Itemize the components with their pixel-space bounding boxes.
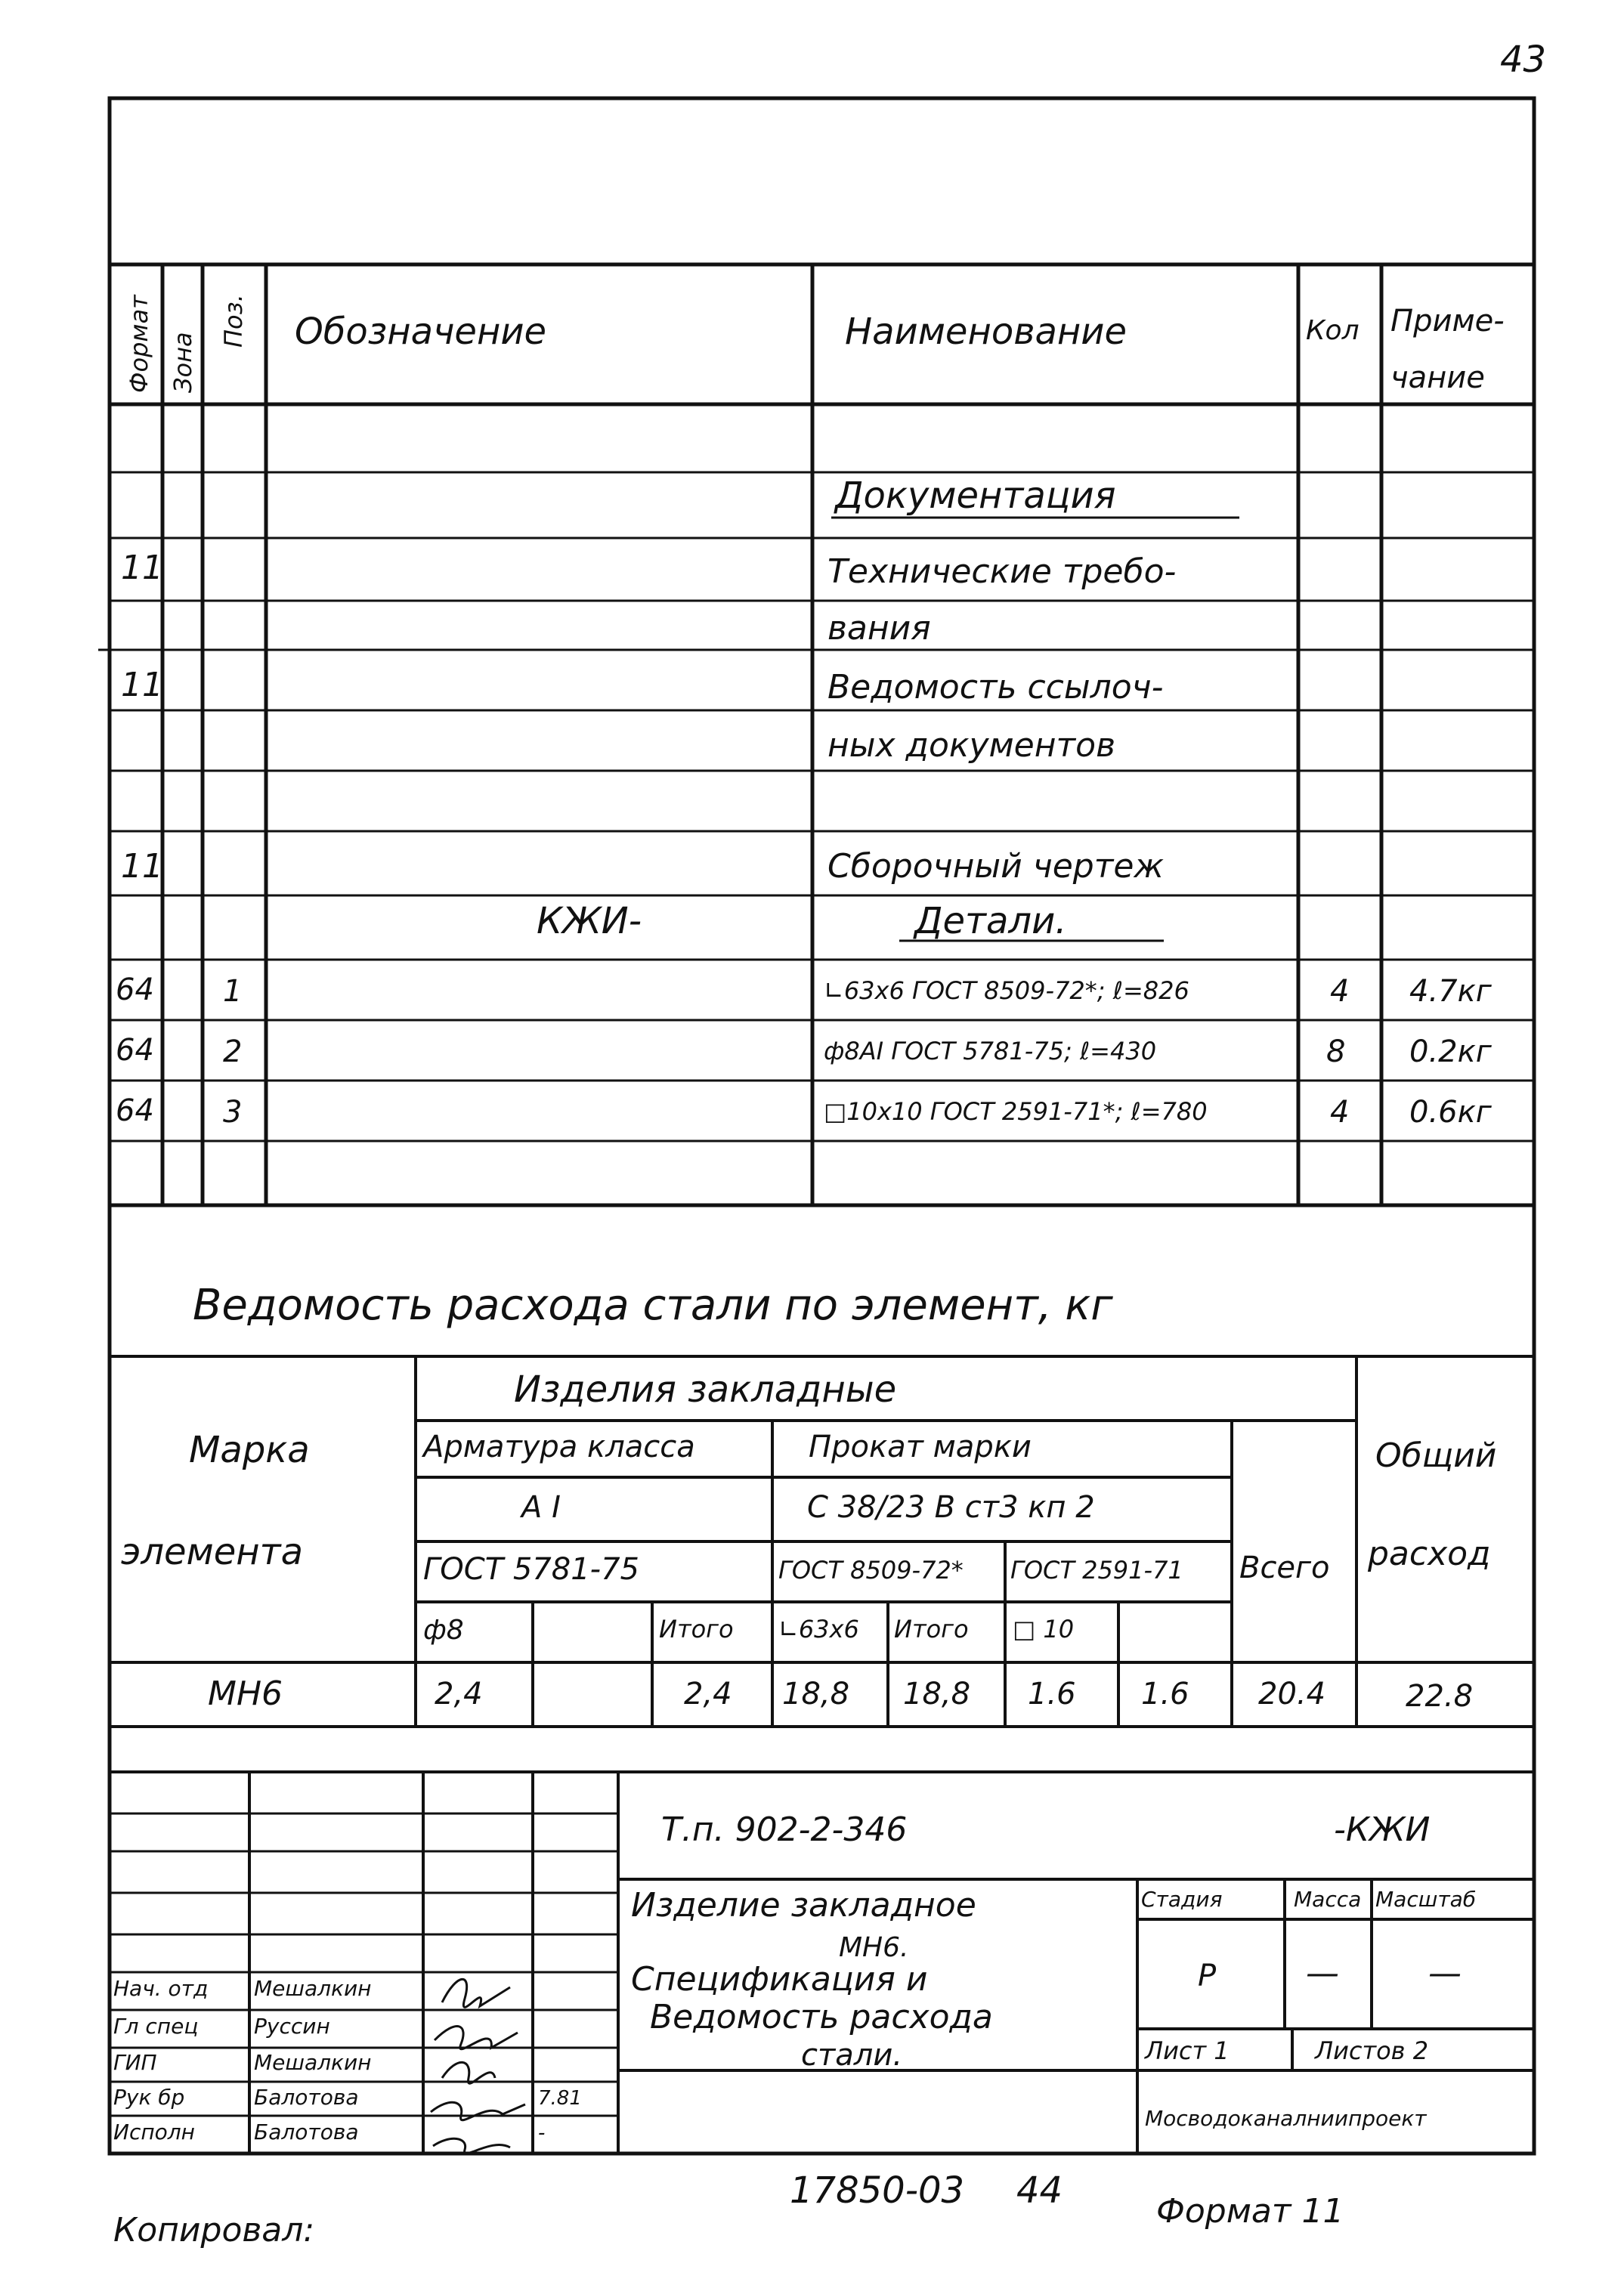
person-3-name: Мешалкин <box>254 2050 372 2075</box>
doc-row-3-format: 11 <box>121 666 163 704</box>
row-total: 20.4 <box>1258 1677 1326 1711</box>
detail-row-1-name: ∟63х6 ГОСТ 8509-72*; ℓ=826 <box>824 976 1189 1005</box>
footer-number-2: 44 <box>1016 2169 1063 2212</box>
detail-row-1-format: 64 <box>116 972 154 1007</box>
row-itogo: 2,4 <box>684 1677 732 1711</box>
detail-row-2-name: ф8АI ГОСТ 5781-75; ℓ=430 <box>824 1037 1157 1065</box>
detail-row-2-qty: 8 <box>1326 1034 1346 1069</box>
doc-name-2: МН6. <box>839 1932 909 1963</box>
total-label: Всего <box>1239 1551 1330 1585</box>
sub-phi8: ф8 <box>423 1615 464 1646</box>
doc-row-1-name: Технические требо- <box>827 552 1177 591</box>
header-note-1: Приме- <box>1390 304 1505 339</box>
header-pos: Поз. <box>219 294 248 348</box>
person-5-date: - <box>538 2122 546 2144</box>
row-phi8: 2,4 <box>435 1677 483 1711</box>
doc-row-1-format: 11 <box>121 549 163 587</box>
sub-itogo: Итого <box>659 1615 734 1643</box>
detail-row-3-format: 64 <box>116 1093 154 1128</box>
row-sq10: 1.6 <box>1028 1677 1076 1711</box>
detail-row-2-pos: 2 <box>223 1034 243 1069</box>
doc-code: Т.п. 902-2-346 <box>661 1810 908 1849</box>
person-4-date: 7.81 <box>538 2087 582 2110</box>
person-2-name: Руссин <box>254 2014 330 2039</box>
row-general: 22.8 <box>1406 1679 1474 1714</box>
person-5-name: Балотова <box>254 2120 359 2144</box>
rebar-grade: А I <box>521 1490 561 1525</box>
doc-row-2-name: вания <box>827 609 931 648</box>
detail-row-1-qty: 4 <box>1330 974 1350 1009</box>
detail-row-1-pos: 1 <box>223 974 243 1009</box>
stage-label: Стадия <box>1141 1887 1223 1912</box>
mass-value: — <box>1306 1954 1339 1993</box>
section-details: Детали. <box>914 900 1067 942</box>
doc-row-5-format: 11 <box>121 847 163 886</box>
rolled-mark: Прокат марки <box>809 1430 1032 1464</box>
person-4-role: Рук бр <box>113 2085 185 2110</box>
scale-label: Масштаб <box>1375 1887 1477 1912</box>
detail-row-2-note: 0.2кг <box>1409 1034 1492 1069</box>
col-mark-2: элемента <box>121 1531 304 1573</box>
doc-name-3: Спецификация и <box>631 1960 928 1999</box>
mass-label: Масса <box>1294 1887 1362 1912</box>
sub-angle: ∟63х6 <box>778 1615 859 1643</box>
col-mark-1: Марка <box>189 1429 310 1471</box>
detail-row-2-format: 64 <box>116 1033 154 1068</box>
sub-sq10: □ 10 <box>1013 1615 1075 1643</box>
doc-row-3-name: Ведомость ссылоч- <box>827 668 1164 707</box>
row-mark: МН6 <box>208 1674 283 1713</box>
rebar-class: Арматура класса <box>423 1430 695 1464</box>
sheets-label: Листов 2 <box>1315 2036 1429 2065</box>
person-5-role: Исполн <box>113 2120 195 2144</box>
general-label-2: расход <box>1368 1535 1491 1573</box>
detail-row-3-pos: 3 <box>223 1095 243 1130</box>
rolled-gost-1: ГОСТ 8509-72* <box>778 1556 964 1585</box>
sub-itogo2: Итого <box>894 1615 969 1643</box>
person-2-role: Гл спец <box>113 2014 199 2039</box>
doc-row-5-name: Сборочный чертеж <box>827 847 1165 886</box>
stage-value: Р <box>1198 1959 1217 1993</box>
footer-format: Формат 11 <box>1156 2192 1344 2231</box>
doc-name-4: Ведомость расхода <box>650 1998 993 2036</box>
section-documentation: Документация <box>835 475 1116 517</box>
general-label-1: Общий <box>1375 1436 1497 1475</box>
row-itogo3: 1.6 <box>1141 1677 1189 1711</box>
doc-row-4-name: ных документов <box>827 726 1116 765</box>
row-itogo2: 18,8 <box>903 1677 971 1711</box>
person-3-role: ГИП <box>113 2050 157 2075</box>
signatures-icon <box>427 1965 533 2154</box>
person-4-name: Балотова <box>254 2085 359 2110</box>
scale-value: — <box>1428 1954 1462 1993</box>
organization: Мосводоканалниипроект <box>1145 2106 1427 2131</box>
group-label: Изделия закладные <box>514 1368 897 1411</box>
copied-label: Копировал: <box>113 2211 315 2249</box>
header-note-2: чание <box>1390 360 1485 395</box>
detail-row-3-qty: 4 <box>1330 1095 1350 1130</box>
detail-row-1-note: 4.7кг <box>1409 974 1492 1009</box>
doc-suffix: -КЖИ <box>1334 1810 1431 1849</box>
header-zone: Зона <box>169 332 197 393</box>
person-1-role: Нач. отд <box>113 1976 209 2001</box>
row-angle: 18,8 <box>782 1677 850 1711</box>
header-name: Наименование <box>845 311 1128 353</box>
sheet-label: Лист 1 <box>1145 2036 1230 2065</box>
steel-table-title: Ведомость расхода стали по элемент, кг <box>193 1281 1113 1330</box>
page-number: 43 <box>1500 39 1547 81</box>
header-format: Формат <box>125 295 153 393</box>
detail-row-3-note: 0.6кг <box>1409 1095 1492 1130</box>
header-qty: Кол <box>1306 315 1360 346</box>
person-1-name: Мешалкин <box>254 1976 372 2001</box>
doc-name-5: стали. <box>801 2038 903 2073</box>
rebar-gost: ГОСТ 5781-75 <box>423 1552 639 1587</box>
doc-name-1: Изделие закладное <box>631 1886 976 1925</box>
rolled-grade: С 38/23 В ст3 кп 2 <box>807 1490 1095 1525</box>
rolled-gost-2: ГОСТ 2591-71 <box>1010 1556 1183 1585</box>
header-designation: Обозначение <box>295 311 547 353</box>
detail-row-3-name: □10х10 ГОСТ 2591-71*; ℓ=780 <box>824 1097 1208 1126</box>
footer-number: 17850-03 <box>790 2169 965 2212</box>
kzhi-designation: КЖИ- <box>537 900 642 942</box>
